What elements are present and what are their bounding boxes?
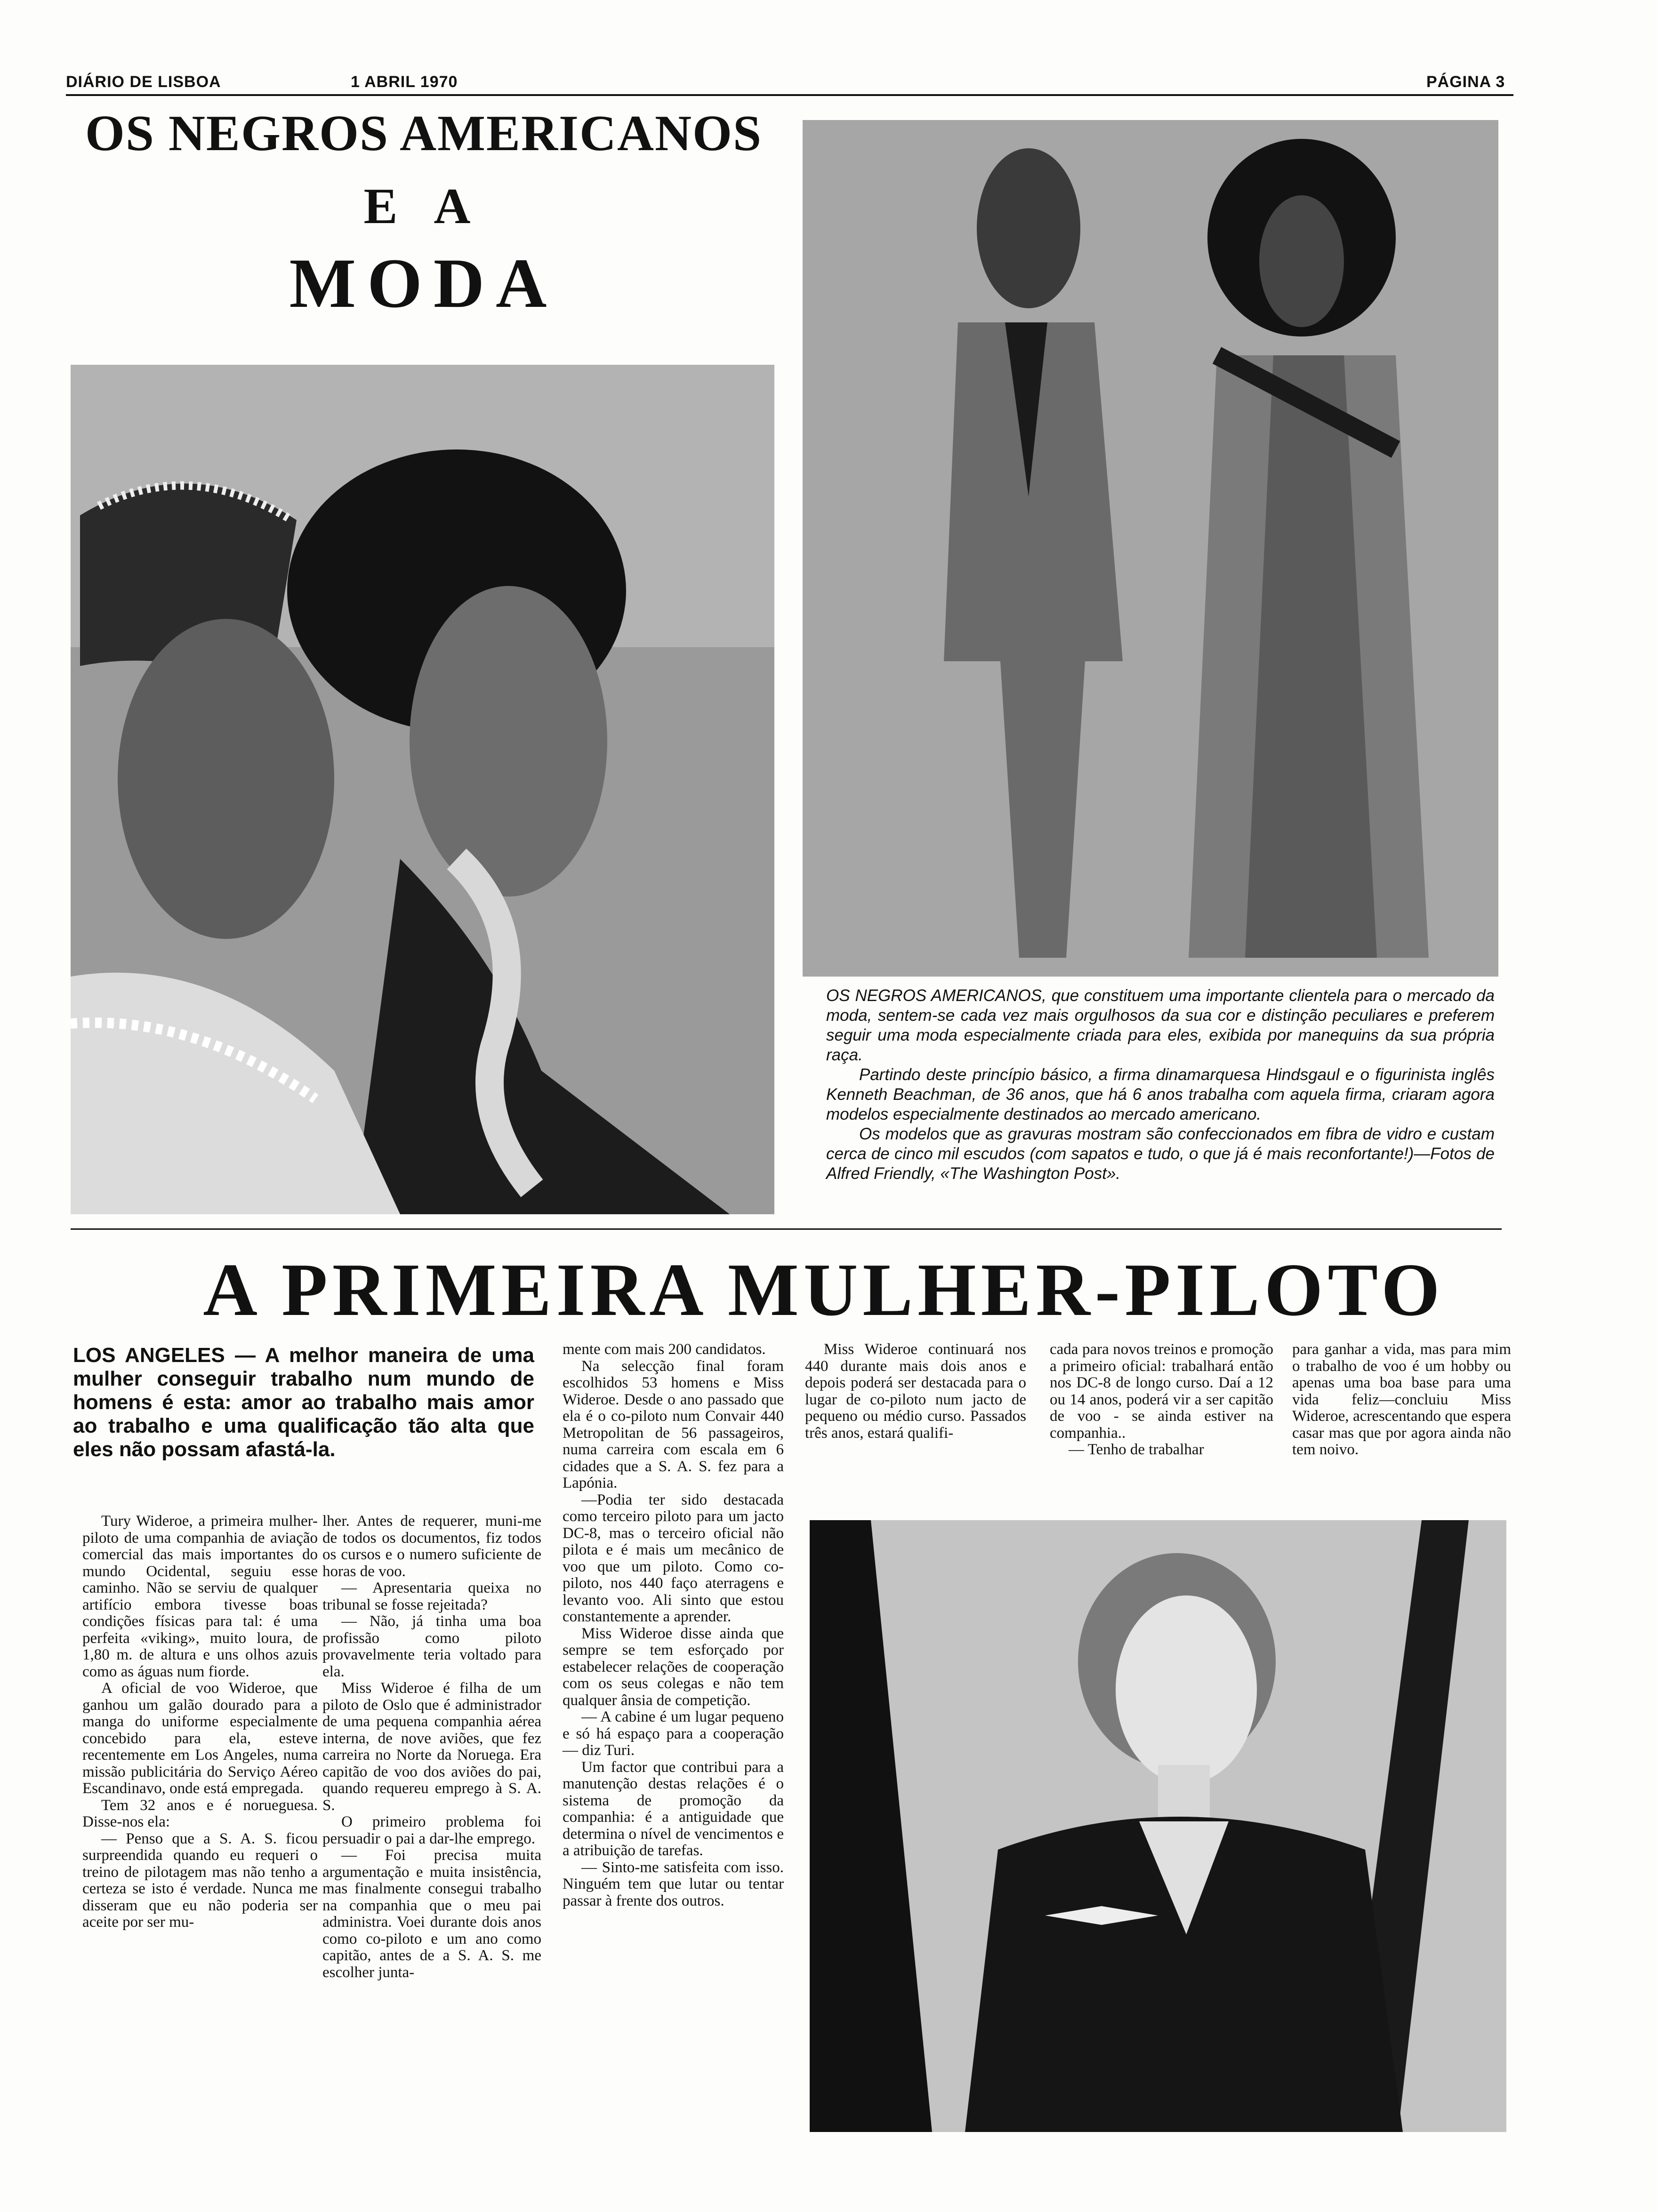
fashion-caption bbox=[826, 986, 1495, 1184]
article-paragraph: Tem 32 anos e é norueguesa. Disse-nos ela: bbox=[82, 1796, 318, 1830]
mannequins-standing-photo bbox=[803, 120, 1498, 977]
article-column-5 bbox=[1050, 1341, 1273, 1459]
article-paragraph: Miss Wideroe continuará nos 440 durante mais dois anos e depois poderá ser destacada para o lugar de co-piloto num jacto de pequeno ou médio curso. Passados três anos, estará qualifi- bbox=[805, 1341, 1026, 1442]
article-column-1 bbox=[82, 1513, 318, 1931]
article-paragraph: para ganhar a vida, mas para mim o trabalho de voo é um hobby ou apenas uma boa base para uma vida feliz—concluiu Miss Wideroe, acrescentando que espera casar mas que por agora ainda não tem noivo. bbox=[1292, 1341, 1511, 1458]
pilot-portrait-photo bbox=[810, 1520, 1506, 2132]
article-paragraph: —Podia ter sido destacada como terceiro piloto para um jacto DC-8, mas o terceiro oficial não pilota e é mais um mecânico de voo que um piloto. Como co-piloto, nos 440 faço aterragens e levanto voo. Ali sinto que estou constantemente a aprender. bbox=[563, 1491, 784, 1625]
fashion-title-line2: E A bbox=[363, 178, 484, 234]
article-paragraph: Miss Wideroe disse ainda que sempre se tem esforçado por estabelecer relações de cooperação com os seus colegas e não tem qualquer ânsia de competição. bbox=[563, 1625, 784, 1709]
article-paragraph: — Foi precisa muita argumentação e muita insistência, mas finalmente consegui trabalho na companhia que o meu pai administra. Voei durante dois anos como co-piloto e um ano como capitão, antes de a S. A. S. me escolher junta- bbox=[322, 1847, 541, 1981]
fashion-title-line3: MODA bbox=[289, 244, 558, 322]
article-paragraph: Miss Wideroe é filha de um piloto de Oslo que é administrador de uma pequena companhia aérea interna, de nove aviões, que fez carreira no Norte da Noruega. Era capitão de voo dos aviões do pai, quando requereu emprego à S. A. S. bbox=[322, 1680, 541, 1814]
article-paragraph: Na selecção final foram escolhidos 53 homens e Miss Wideroe. Desde o ano passado que ela é o co-piloto num Convair 440 Metropolitan de 56 passageiros, numa carreira com escala em 6 cidades que a S. A. S. fez para a Lapónia. bbox=[563, 1357, 784, 1491]
section-rule bbox=[71, 1228, 1502, 1230]
page-number: PÁGINA 3 bbox=[1426, 73, 1505, 91]
article-paragraph: Tury Wideroe, a primeira mulher-piloto de uma companhia de aviação comercial das mais importantes do mundo Ocidental, seguiu esse caminho. Não se serviu de qualquer artifício embora tivesse boas condições físicas para tal: é uma perfeita «viking», muito loura, de 1,80 m. de altura e uns olhos azuis como as águas num fiorde. bbox=[82, 1513, 318, 1680]
article-paragraph: — Tenho de trabalhar bbox=[1069, 1441, 1204, 1458]
article-paragraph: lher. Antes de requerer, muni-me de todos os documentos, fiz todos os cursos e o numero suficiente de horas de voo. bbox=[322, 1513, 541, 1580]
pilot-article-title: A PRIMEIRA MULHER-PILOTO bbox=[203, 1248, 1445, 1331]
article-paragraph: — Sinto-me satisfeita com isso. Ninguém tem que lutar ou tentar passar à frente dos outros. bbox=[563, 1859, 784, 1909]
article-column-3 bbox=[563, 1341, 784, 1909]
article-paragraph: mente com mais 200 candidatos. bbox=[563, 1341, 766, 1358]
caption-paragraph: Os modelos que as gravuras mostram são confeccionados em fibra de vidro e custam cerca de cinco mil escudos (com sapatos e tudo, o que já é mais reconfortante!)—Fotos de Alfred Friendly, «The Washington Post». bbox=[826, 1125, 1495, 1183]
article-paragraph: Um factor que contribui para a manutenção destas relações é o sistema de promoção da companhia: é a antiguidade que determina o nível de vencimentos e a atribuição de tarefas. bbox=[563, 1758, 784, 1859]
mannequin-heads-photo bbox=[71, 365, 774, 1214]
newspaper-name: DIÁRIO DE LISBOA bbox=[66, 73, 221, 91]
header-rule bbox=[66, 94, 1513, 96]
article-column-6 bbox=[1292, 1341, 1511, 1459]
article-paragraph: — Penso que a S. A. S. ficou surpreendida quando eu requeri o treino de pilotagem mas não tenho a certeza se isto é verdade. Nunca me disseram que eu não poderia ser aceite por ser mu- bbox=[82, 1830, 318, 1931]
article-paragraph: — Não, já tinha uma boa profissão como piloto provavelmente teria voltado para ela. bbox=[322, 1613, 541, 1680]
article-paragraph: cada para novos treinos e promoção a primeiro oficial: trabalhará então nos DC-8 de longo curso. Daí a 12 ou 14 anos, poderá vir a ser capitão de voo - se ainda estiver na companhia.. bbox=[1050, 1341, 1273, 1442]
article-paragraph: — Apresentaria queixa no tribunal se fosse rejeitada? bbox=[322, 1579, 541, 1613]
pilot-article-lead: LOS ANGELES — A melhor maneira de uma mulher conseguir trabalho num mundo de homens é esta: amor ao trabalho mais amor ao trabalho e uma qualificação tão alta que eles não possam afastá-la. bbox=[73, 1344, 534, 1461]
article-column-4 bbox=[805, 1341, 1026, 1442]
caption-paragraph: OS NEGROS AMERICANOS, que constituem uma importante clientela para o mercado da moda, sentem-se cada vez mais orgulhosos da sua cor e distinção peculiares e preferem seguir uma moda especialmente criada para eles, exibida por manequins da sua própria raça. bbox=[826, 986, 1495, 1064]
article-paragraph: A oficial de voo Wideroe, que ganhou um galão dourado para a manga do uniforme especialmente concebido para ela, esteve recentemente em Los Angeles, numa missão publicitária do Serviço Aéreo Escandinavo, onde está empregada. bbox=[82, 1680, 318, 1797]
article-paragraph: O primeiro problema foi persuadir o pai a dar-lhe emprego. bbox=[322, 1813, 541, 1847]
caption-paragraph: Partindo deste princípio básico, a firma dinamarquesa Hindsgaul e o figurinista inglês Kenneth Beachman, de 36 anos, que há 6 anos trabalha com aquela firma, criaram agora modelos especialmente destinados ao mercado americano. bbox=[826, 1066, 1495, 1123]
article-column-2 bbox=[322, 1513, 541, 1981]
article-paragraph: — A cabine é um lugar pequeno e só há espaço para a cooperação — diz Turi. bbox=[563, 1708, 784, 1759]
fashion-title-line1: OS NEGROS AMERICANOS bbox=[85, 105, 763, 161]
issue-date: 1 ABRIL 1970 bbox=[351, 73, 458, 91]
